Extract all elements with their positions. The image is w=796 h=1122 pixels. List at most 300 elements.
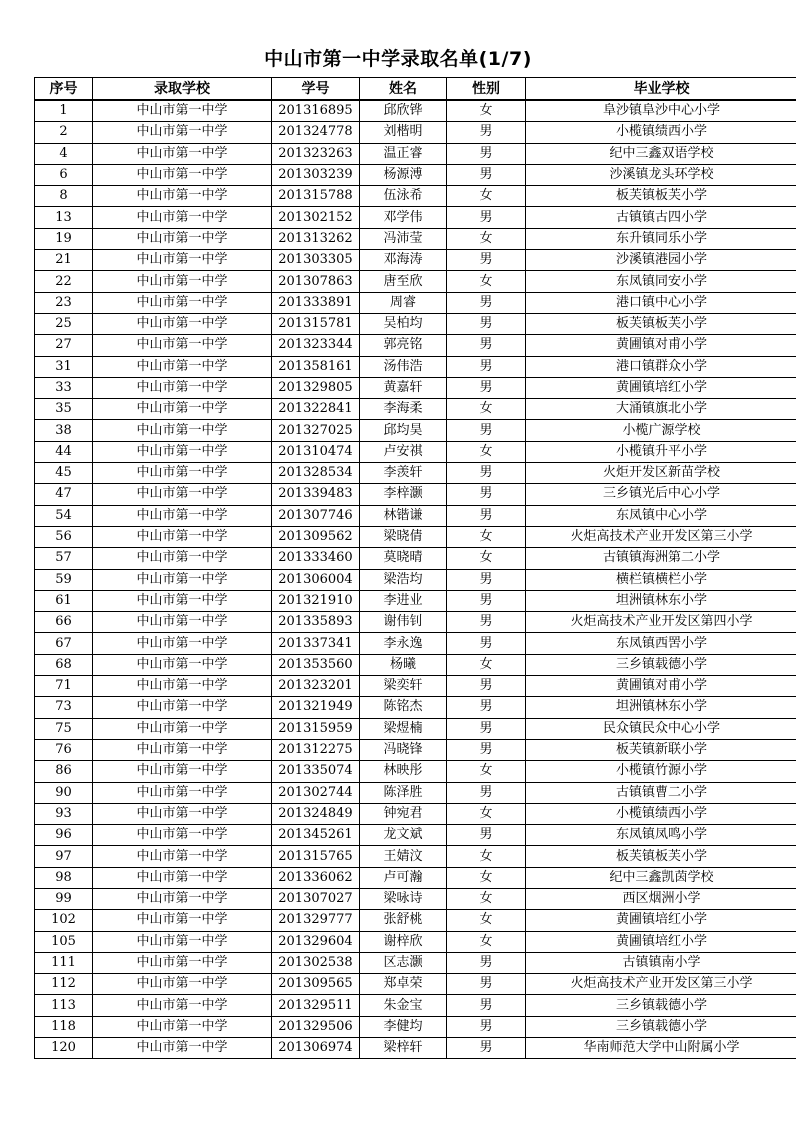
gender-cell: 男 xyxy=(447,782,526,803)
gender-cell: 女 xyxy=(447,654,526,675)
student-id-cell: 201303239 xyxy=(272,164,360,185)
table-row xyxy=(35,164,796,185)
table-row xyxy=(35,271,796,292)
seq-cell: 102 xyxy=(35,910,93,931)
admitted-school-cell: 中山市第一中学 xyxy=(93,441,272,462)
seq-cell: 4 xyxy=(35,143,93,164)
gender-cell: 男 xyxy=(447,420,526,441)
student-id-cell: 201302538 xyxy=(272,952,360,973)
graduated-school-cell: 火炬高技术产业开发区第三小学 xyxy=(526,974,796,995)
gender-cell: 女 xyxy=(447,803,526,824)
admitted-school-cell: 中山市第一中学 xyxy=(93,271,272,292)
gender-cell: 女 xyxy=(447,548,526,569)
graduated-school-cell: 东凤镇凤鸣小学 xyxy=(526,825,796,846)
table-row xyxy=(35,441,796,462)
admitted-school-cell: 中山市第一中学 xyxy=(93,761,272,782)
gender-cell: 女 xyxy=(447,526,526,547)
seq-cell: 86 xyxy=(35,761,93,782)
admitted-school-cell: 中山市第一中学 xyxy=(93,526,272,547)
graduated-school-cell: 坦洲镇林东小学 xyxy=(526,590,796,611)
graduated-school-cell: 横栏镇横栏小学 xyxy=(526,569,796,590)
student-id-cell: 201353560 xyxy=(272,654,360,675)
name-cell: 李梓灏 xyxy=(360,484,447,505)
graduated-school-cell: 东凤镇中心小学 xyxy=(526,505,796,526)
student-id-cell: 201333891 xyxy=(272,292,360,313)
seq-cell: 23 xyxy=(35,292,93,313)
student-id-cell: 201336062 xyxy=(272,867,360,888)
student-id-cell: 201339483 xyxy=(272,484,360,505)
student-id-cell: 201329506 xyxy=(272,1016,360,1037)
admitted-school-cell: 中山市第一中学 xyxy=(93,1016,272,1037)
admitted-school-cell: 中山市第一中学 xyxy=(93,867,272,888)
graduated-school-cell: 火炬高技术产业开发区第三小学 xyxy=(526,526,796,547)
student-id-cell: 201335074 xyxy=(272,761,360,782)
seq-cell: 45 xyxy=(35,463,93,484)
table-row xyxy=(35,867,796,888)
admitted-school-cell: 中山市第一中学 xyxy=(93,228,272,249)
table-row xyxy=(35,803,796,824)
graduated-school-cell: 三乡镇载德小学 xyxy=(526,654,796,675)
name-cell: 邱欣铧 xyxy=(360,100,447,122)
gender-cell: 男 xyxy=(447,207,526,228)
name-cell: 伍泳希 xyxy=(360,186,447,207)
seq-cell: 27 xyxy=(35,335,93,356)
table-row xyxy=(35,122,796,143)
name-cell: 卢可瀚 xyxy=(360,867,447,888)
gender-cell: 女 xyxy=(447,931,526,952)
seq-cell: 111 xyxy=(35,952,93,973)
student-id-cell: 201329511 xyxy=(272,995,360,1016)
seq-cell: 8 xyxy=(35,186,93,207)
student-id-cell: 201321910 xyxy=(272,590,360,611)
admitted-school-cell: 中山市第一中学 xyxy=(93,186,272,207)
name-cell: 李健均 xyxy=(360,1016,447,1037)
seq-cell: 57 xyxy=(35,548,93,569)
name-cell: 郭亮铭 xyxy=(360,335,447,356)
graduated-school-cell: 东升镇同乐小学 xyxy=(526,228,796,249)
name-cell: 陈铭杰 xyxy=(360,697,447,718)
admitted-school-cell: 中山市第一中学 xyxy=(93,399,272,420)
name-cell: 梁煜楠 xyxy=(360,718,447,739)
admitted-school-cell: 中山市第一中学 xyxy=(93,974,272,995)
name-cell: 冯晓锋 xyxy=(360,739,447,760)
name-cell: 卢安祺 xyxy=(360,441,447,462)
table-row xyxy=(35,569,796,590)
admitted-school-cell: 中山市第一中学 xyxy=(93,633,272,654)
table-row xyxy=(35,377,796,398)
seq-cell: 31 xyxy=(35,356,93,377)
name-cell: 谢梓欣 xyxy=(360,931,447,952)
student-id-cell: 201337341 xyxy=(272,633,360,654)
seq-cell: 54 xyxy=(35,505,93,526)
name-cell: 邓海涛 xyxy=(360,250,447,271)
table-header-row xyxy=(35,78,796,101)
table-row xyxy=(35,910,796,931)
table-row xyxy=(35,313,796,334)
graduated-school-cell: 小榄镇绩西小学 xyxy=(526,122,796,143)
admitted-school-cell: 中山市第一中学 xyxy=(93,803,272,824)
student-id-cell: 201315781 xyxy=(272,313,360,334)
seq-cell: 44 xyxy=(35,441,93,462)
admitted-school-cell: 中山市第一中学 xyxy=(93,207,272,228)
gender-cell: 男 xyxy=(447,739,526,760)
gender-cell: 男 xyxy=(447,356,526,377)
table-row xyxy=(35,633,796,654)
seq-cell: 1 xyxy=(35,100,93,122)
graduated-school-cell: 古镇镇曹二小学 xyxy=(526,782,796,803)
admitted-school-cell: 中山市第一中学 xyxy=(93,952,272,973)
seq-cell: 71 xyxy=(35,676,93,697)
name-cell: 刘楷明 xyxy=(360,122,447,143)
graduated-school-cell: 古镇镇南小学 xyxy=(526,952,796,973)
student-id-cell: 201307863 xyxy=(272,271,360,292)
seq-cell: 59 xyxy=(35,569,93,590)
name-cell: 梁梓轩 xyxy=(360,1038,447,1059)
admitted-school-cell: 中山市第一中学 xyxy=(93,846,272,867)
student-id-cell: 201333460 xyxy=(272,548,360,569)
table-row xyxy=(35,207,796,228)
name-cell: 龙文斌 xyxy=(360,825,447,846)
name-cell: 冯沛莹 xyxy=(360,228,447,249)
column-header-seq: 序号 xyxy=(35,78,93,101)
name-cell: 梁浩均 xyxy=(360,569,447,590)
name-cell: 周睿 xyxy=(360,292,447,313)
gender-cell: 女 xyxy=(447,100,526,122)
gender-cell: 男 xyxy=(447,463,526,484)
admission-table xyxy=(34,77,796,1059)
graduated-school-cell: 小榄镇升平小学 xyxy=(526,441,796,462)
admitted-school-cell: 中山市第一中学 xyxy=(93,505,272,526)
name-cell: 郑卓荣 xyxy=(360,974,447,995)
gender-cell: 男 xyxy=(447,1016,526,1037)
admitted-school-cell: 中山市第一中学 xyxy=(93,569,272,590)
seq-cell: 73 xyxy=(35,697,93,718)
seq-cell: 93 xyxy=(35,803,93,824)
name-cell: 莫晓晴 xyxy=(360,548,447,569)
table-row xyxy=(35,1038,796,1059)
table-row xyxy=(35,995,796,1016)
student-id-cell: 201316895 xyxy=(272,100,360,122)
student-id-cell: 201324849 xyxy=(272,803,360,824)
admitted-school-cell: 中山市第一中学 xyxy=(93,484,272,505)
graduated-school-cell: 三乡镇载德小学 xyxy=(526,995,796,1016)
student-id-cell: 201309565 xyxy=(272,974,360,995)
admitted-school-cell: 中山市第一中学 xyxy=(93,420,272,441)
table-row xyxy=(35,888,796,909)
student-id-cell: 201328534 xyxy=(272,463,360,484)
seq-cell: 113 xyxy=(35,995,93,1016)
graduated-school-cell: 火炬高技术产业开发区第四小学 xyxy=(526,612,796,633)
gender-cell: 男 xyxy=(447,1038,526,1059)
table-row xyxy=(35,590,796,611)
table-row xyxy=(35,505,796,526)
graduated-school-cell: 板芙镇板芙小学 xyxy=(526,846,796,867)
table-row xyxy=(35,676,796,697)
graduated-school-cell: 西区烟洲小学 xyxy=(526,888,796,909)
admitted-school-cell: 中山市第一中学 xyxy=(93,1038,272,1059)
admitted-school-cell: 中山市第一中学 xyxy=(93,697,272,718)
column-header-graduated-school: 毕业学校 xyxy=(526,78,796,101)
admitted-school-cell: 中山市第一中学 xyxy=(93,739,272,760)
admitted-school-cell: 中山市第一中学 xyxy=(93,782,272,803)
table-row xyxy=(35,335,796,356)
seq-cell: 38 xyxy=(35,420,93,441)
student-id-cell: 201323344 xyxy=(272,335,360,356)
graduated-school-cell: 黄圃镇对甫小学 xyxy=(526,335,796,356)
graduated-school-cell: 阜沙镇阜沙中心小学 xyxy=(526,100,796,122)
name-cell: 李进业 xyxy=(360,590,447,611)
student-id-cell: 201303305 xyxy=(272,250,360,271)
seq-cell: 97 xyxy=(35,846,93,867)
name-cell: 区志灏 xyxy=(360,952,447,973)
student-id-cell: 201324778 xyxy=(272,122,360,143)
gender-cell: 男 xyxy=(447,292,526,313)
graduated-school-cell: 纪中三鑫凯茵学校 xyxy=(526,867,796,888)
gender-cell: 女 xyxy=(447,761,526,782)
name-cell: 黄嘉轩 xyxy=(360,377,447,398)
table-row xyxy=(35,526,796,547)
admitted-school-cell: 中山市第一中学 xyxy=(93,292,272,313)
graduated-school-cell: 小榄广源学校 xyxy=(526,420,796,441)
gender-cell: 男 xyxy=(447,377,526,398)
student-id-cell: 201322841 xyxy=(272,399,360,420)
student-id-cell: 201315788 xyxy=(272,186,360,207)
student-id-cell: 201321949 xyxy=(272,697,360,718)
gender-cell: 女 xyxy=(447,228,526,249)
graduated-school-cell: 古镇镇海洲第二小学 xyxy=(526,548,796,569)
graduated-school-cell: 三乡镇载德小学 xyxy=(526,1016,796,1037)
seq-cell: 105 xyxy=(35,931,93,952)
admitted-school-cell: 中山市第一中学 xyxy=(93,888,272,909)
seq-cell: 2 xyxy=(35,122,93,143)
table-row xyxy=(35,974,796,995)
student-id-cell: 201335893 xyxy=(272,612,360,633)
student-id-cell: 201327025 xyxy=(272,420,360,441)
graduated-school-cell: 沙溪镇港园小学 xyxy=(526,250,796,271)
graduated-school-cell: 大涌镇旗北小学 xyxy=(526,399,796,420)
admitted-school-cell: 中山市第一中学 xyxy=(93,676,272,697)
graduated-school-cell: 古镇镇古四小学 xyxy=(526,207,796,228)
table-row xyxy=(35,463,796,484)
gender-cell: 女 xyxy=(447,399,526,420)
table-row xyxy=(35,484,796,505)
graduated-school-cell: 东凤镇西罟小学 xyxy=(526,633,796,654)
admitted-school-cell: 中山市第一中学 xyxy=(93,313,272,334)
name-cell: 李羡轩 xyxy=(360,463,447,484)
graduated-school-cell: 黄圃镇培红小学 xyxy=(526,910,796,931)
admitted-school-cell: 中山市第一中学 xyxy=(93,250,272,271)
gender-cell: 男 xyxy=(447,505,526,526)
graduated-school-cell: 黄圃镇培红小学 xyxy=(526,377,796,398)
column-header-name: 姓名 xyxy=(360,78,447,101)
gender-cell: 女 xyxy=(447,441,526,462)
gender-cell: 男 xyxy=(447,633,526,654)
student-id-cell: 201306004 xyxy=(272,569,360,590)
table-row xyxy=(35,292,796,313)
graduated-school-cell: 板芙镇板芙小学 xyxy=(526,313,796,334)
gender-cell: 男 xyxy=(447,484,526,505)
seq-cell: 75 xyxy=(35,718,93,739)
page-title: 中山市第一中学录取名单(1/7) xyxy=(264,48,532,70)
graduated-school-cell: 纪中三鑫双语学校 xyxy=(526,143,796,164)
column-header-gender: 性别 xyxy=(447,78,526,101)
admitted-school-cell: 中山市第一中学 xyxy=(93,612,272,633)
graduated-school-cell: 港口镇中心小学 xyxy=(526,292,796,313)
admitted-school-cell: 中山市第一中学 xyxy=(93,100,272,122)
graduated-school-cell: 板芙镇板芙小学 xyxy=(526,186,796,207)
student-id-cell: 201312275 xyxy=(272,739,360,760)
seq-cell: 61 xyxy=(35,590,93,611)
name-cell: 李海柔 xyxy=(360,399,447,420)
graduated-school-cell: 黄圃镇培红小学 xyxy=(526,931,796,952)
seq-cell: 67 xyxy=(35,633,93,654)
table-row xyxy=(35,420,796,441)
student-id-cell: 201345261 xyxy=(272,825,360,846)
student-id-cell: 201302152 xyxy=(272,207,360,228)
name-cell: 邓学伟 xyxy=(360,207,447,228)
gender-cell: 男 xyxy=(447,143,526,164)
student-id-cell: 201313262 xyxy=(272,228,360,249)
graduated-school-cell: 小榄镇绩西小学 xyxy=(526,803,796,824)
seq-cell: 68 xyxy=(35,654,93,675)
admitted-school-cell: 中山市第一中学 xyxy=(93,143,272,164)
graduated-school-cell: 黄圃镇对甫小学 xyxy=(526,676,796,697)
admitted-school-cell: 中山市第一中学 xyxy=(93,122,272,143)
table-row xyxy=(35,739,796,760)
name-cell: 吴柏均 xyxy=(360,313,447,334)
student-id-cell: 201307027 xyxy=(272,888,360,909)
table-row xyxy=(35,250,796,271)
table-row xyxy=(35,825,796,846)
name-cell: 梁晓倩 xyxy=(360,526,447,547)
admitted-school-cell: 中山市第一中学 xyxy=(93,335,272,356)
gender-cell: 男 xyxy=(447,122,526,143)
student-id-cell: 201329777 xyxy=(272,910,360,931)
gender-cell: 男 xyxy=(447,995,526,1016)
table-row xyxy=(35,654,796,675)
gender-cell: 女 xyxy=(447,867,526,888)
name-cell: 梁咏诗 xyxy=(360,888,447,909)
name-cell: 邱均昊 xyxy=(360,420,447,441)
seq-cell: 13 xyxy=(35,207,93,228)
student-id-cell: 201310474 xyxy=(272,441,360,462)
admitted-school-cell: 中山市第一中学 xyxy=(93,931,272,952)
gender-cell: 女 xyxy=(447,271,526,292)
graduated-school-cell: 民众镇民众中心小学 xyxy=(526,718,796,739)
table-row xyxy=(35,952,796,973)
table-row xyxy=(35,761,796,782)
column-header-student-id: 学号 xyxy=(272,78,360,101)
seq-cell: 98 xyxy=(35,867,93,888)
seq-cell: 56 xyxy=(35,526,93,547)
gender-cell: 男 xyxy=(447,313,526,334)
gender-cell: 男 xyxy=(447,569,526,590)
seq-cell: 21 xyxy=(35,250,93,271)
student-id-cell: 201323201 xyxy=(272,676,360,697)
gender-cell: 女 xyxy=(447,846,526,867)
seq-cell: 96 xyxy=(35,825,93,846)
table-row xyxy=(35,718,796,739)
student-id-cell: 201302744 xyxy=(272,782,360,803)
name-cell: 朱金宝 xyxy=(360,995,447,1016)
admitted-school-cell: 中山市第一中学 xyxy=(93,825,272,846)
student-id-cell: 201309562 xyxy=(272,526,360,547)
admitted-school-cell: 中山市第一中学 xyxy=(93,548,272,569)
admitted-school-cell: 中山市第一中学 xyxy=(93,164,272,185)
name-cell: 李永逸 xyxy=(360,633,447,654)
name-cell: 唐至欣 xyxy=(360,271,447,292)
gender-cell: 女 xyxy=(447,888,526,909)
seq-cell: 33 xyxy=(35,377,93,398)
table-row xyxy=(35,548,796,569)
name-cell: 陈泽胜 xyxy=(360,782,447,803)
admitted-school-cell: 中山市第一中学 xyxy=(93,654,272,675)
table-row xyxy=(35,228,796,249)
gender-cell: 男 xyxy=(447,164,526,185)
seq-cell: 47 xyxy=(35,484,93,505)
table-row xyxy=(35,931,796,952)
name-cell: 杨曦 xyxy=(360,654,447,675)
graduated-school-cell: 火炬开发区新苗学校 xyxy=(526,463,796,484)
name-cell: 王婧汶 xyxy=(360,846,447,867)
student-id-cell: 201315765 xyxy=(272,846,360,867)
seq-cell: 19 xyxy=(35,228,93,249)
name-cell: 林映彤 xyxy=(360,761,447,782)
name-cell: 杨源溥 xyxy=(360,164,447,185)
gender-cell: 男 xyxy=(447,974,526,995)
table-row xyxy=(35,782,796,803)
seq-cell: 35 xyxy=(35,399,93,420)
admitted-school-cell: 中山市第一中学 xyxy=(93,356,272,377)
gender-cell: 男 xyxy=(447,718,526,739)
gender-cell: 男 xyxy=(447,825,526,846)
table-row xyxy=(35,399,796,420)
gender-cell: 男 xyxy=(447,612,526,633)
gender-cell: 男 xyxy=(447,335,526,356)
gender-cell: 男 xyxy=(447,590,526,611)
admitted-school-cell: 中山市第一中学 xyxy=(93,377,272,398)
name-cell: 汤伟浩 xyxy=(360,356,447,377)
gender-cell: 男 xyxy=(447,676,526,697)
seq-cell: 112 xyxy=(35,974,93,995)
seq-cell: 76 xyxy=(35,739,93,760)
seq-cell: 6 xyxy=(35,164,93,185)
student-id-cell: 201329604 xyxy=(272,931,360,952)
student-id-cell: 201323263 xyxy=(272,143,360,164)
student-id-cell: 201306974 xyxy=(272,1038,360,1059)
name-cell: 梁奕轩 xyxy=(360,676,447,697)
gender-cell: 男 xyxy=(447,952,526,973)
seq-cell: 90 xyxy=(35,782,93,803)
seq-cell: 66 xyxy=(35,612,93,633)
gender-cell: 女 xyxy=(447,186,526,207)
name-cell: 钟宛君 xyxy=(360,803,447,824)
table-body xyxy=(35,100,796,1059)
graduated-school-cell: 坦洲镇林东小学 xyxy=(526,697,796,718)
table-row xyxy=(35,612,796,633)
name-cell: 温正睿 xyxy=(360,143,447,164)
name-cell: 林锴谦 xyxy=(360,505,447,526)
seq-cell: 120 xyxy=(35,1038,93,1059)
seq-cell: 25 xyxy=(35,313,93,334)
admitted-school-cell: 中山市第一中学 xyxy=(93,463,272,484)
seq-cell: 118 xyxy=(35,1016,93,1037)
table-row xyxy=(35,186,796,207)
table-row xyxy=(35,846,796,867)
student-id-cell: 201358161 xyxy=(272,356,360,377)
gender-cell: 男 xyxy=(447,250,526,271)
admitted-school-cell: 中山市第一中学 xyxy=(93,995,272,1016)
